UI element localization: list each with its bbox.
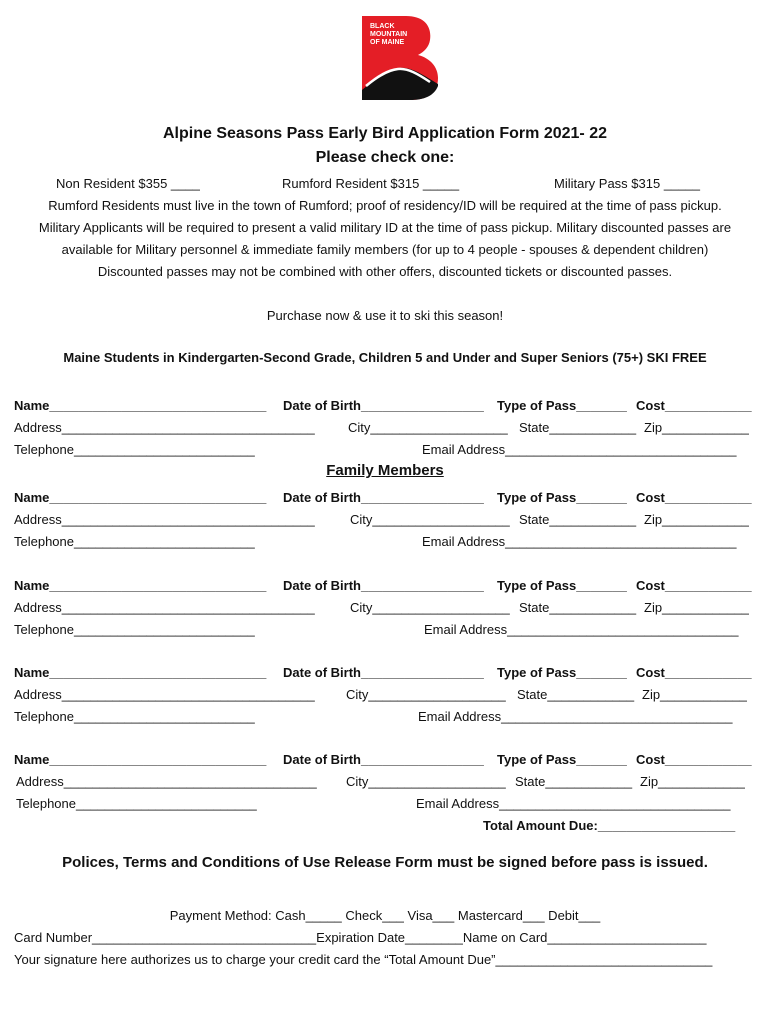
note-rumford: Rumford Residents must live in the town of Rumford; proof of residency/ID will be required at the time of pass pickup. <box>48 198 722 213</box>
cost-field[interactable]: Cost____________ <box>636 752 752 767</box>
type-field[interactable]: Type of Pass_______ <box>497 578 627 593</box>
zip-field[interactable]: Zip____________ <box>644 512 749 527</box>
telephone-field[interactable]: Telephone_________________________ <box>14 709 255 724</box>
type-field[interactable]: Type of Pass_______ <box>497 398 627 413</box>
check-one-instruction: Please check one: <box>315 149 455 166</box>
note-military-1: Military Applicants will be required to present a valid military ID at the time of pass pickup. Military discounted passes are <box>38 220 732 235</box>
dob-field[interactable]: Date of Birth_________________ <box>283 398 484 413</box>
dob-field[interactable]: Date of Birth_________________ <box>283 490 484 505</box>
card-details[interactable]: Card Number_______________________________Expiration Date________Name on Card______________________ <box>14 930 707 945</box>
name-field[interactable]: Name______________________________ <box>14 752 267 767</box>
telephone-field[interactable]: Telephone_________________________ <box>14 534 255 549</box>
email-field[interactable]: Email Address________________________________ <box>416 796 731 811</box>
cost-field[interactable]: Cost____________ <box>636 578 752 593</box>
zip-field[interactable]: Zip____________ <box>644 420 749 435</box>
address-field[interactable]: Address___________________________________ <box>16 774 317 789</box>
logo-mark <box>352 14 440 102</box>
logo-text-1: BLACK <box>370 23 395 30</box>
family-members-heading: Family Members <box>326 462 444 479</box>
zip-field[interactable]: Zip____________ <box>640 774 745 789</box>
address-field[interactable]: Address___________________________________ <box>14 512 315 527</box>
total-amount-due[interactable]: Total Amount Due:___________________ <box>483 818 736 833</box>
type-field[interactable]: Type of Pass_______ <box>497 752 627 767</box>
state-field[interactable]: State____________ <box>517 687 635 702</box>
terms-notice: Polices, Terms and Conditions of Use Release Form must be signed before pass is issued. <box>62 854 708 871</box>
payment-method[interactable]: Payment Method: Cash_____ Check___ Visa___ Mastercard___ Debit___ <box>169 908 601 923</box>
email-field[interactable]: Email Address________________________________ <box>424 622 739 637</box>
zip-field[interactable]: Zip____________ <box>644 600 749 615</box>
logo-text-3: OF MAINE <box>370 39 405 46</box>
option-rumford-resident[interactable]: Rumford Resident $315 _____ <box>282 176 460 191</box>
dob-field[interactable]: Date of Birth_________________ <box>283 578 484 593</box>
students-ski-free: Maine Students in Kindergarten-Second Grade, Children 5 and Under and Super Seniors (75+) SKI FREE <box>63 350 707 365</box>
purchase-note: Purchase now & use it to ski this season! <box>266 308 504 323</box>
telephone-field[interactable]: Telephone_________________________ <box>14 442 255 457</box>
address-field[interactable]: Address___________________________________ <box>14 687 315 702</box>
address-field[interactable]: Address___________________________________ <box>14 420 315 435</box>
note-military-2: available for Military personnel & immediate family members (for up to 4 people - spouses & dependent children) <box>61 242 709 257</box>
type-field[interactable]: Type of Pass_______ <box>497 665 627 680</box>
state-field[interactable]: State____________ <box>519 420 637 435</box>
type-field[interactable]: Type of Pass_______ <box>497 490 627 505</box>
dob-field[interactable]: Date of Birth_________________ <box>283 665 484 680</box>
option-military[interactable]: Military Pass $315 _____ <box>554 176 700 191</box>
email-field[interactable]: Email Address________________________________ <box>422 534 737 549</box>
black-mountain-logo <box>352 14 440 102</box>
zip-field[interactable]: Zip____________ <box>642 687 747 702</box>
name-field[interactable]: Name______________________________ <box>14 398 267 413</box>
telephone-field[interactable]: Telephone_________________________ <box>16 796 257 811</box>
cost-field[interactable]: Cost____________ <box>636 398 752 413</box>
cost-field[interactable]: Cost____________ <box>636 490 752 505</box>
dob-field[interactable]: Date of Birth_________________ <box>283 752 484 767</box>
name-field[interactable]: Name______________________________ <box>14 665 267 680</box>
city-field[interactable]: City___________________ <box>350 600 510 615</box>
telephone-field[interactable]: Telephone_________________________ <box>14 622 255 637</box>
state-field[interactable]: State____________ <box>515 774 633 789</box>
city-field[interactable]: City___________________ <box>350 512 510 527</box>
cost-field[interactable]: Cost____________ <box>636 665 752 680</box>
email-field[interactable]: Email Address________________________________ <box>418 709 733 724</box>
logo-text-2: MOUNTAIN <box>370 31 408 38</box>
name-field[interactable]: Name______________________________ <box>14 578 267 593</box>
name-field[interactable]: Name______________________________ <box>14 490 267 505</box>
note-discount: Discounted passes may not be combined with other offers, discounted tickets or discounted passes. <box>97 264 673 279</box>
state-field[interactable]: State____________ <box>519 512 637 527</box>
address-field[interactable]: Address___________________________________ <box>14 600 315 615</box>
email-field[interactable]: Email Address________________________________ <box>422 442 737 457</box>
state-field[interactable]: State____________ <box>519 600 637 615</box>
form-title: Alpine Seasons Pass Early Bird Application Form 2021- 22 <box>162 125 607 142</box>
option-non-resident[interactable]: Non Resident $355 ____ <box>56 176 200 191</box>
signature-line[interactable]: Your signature here authorizes us to charge your credit card the “Total Amount Due”______________________________ <box>14 952 713 967</box>
city-field[interactable]: City___________________ <box>346 774 506 789</box>
city-field[interactable]: City___________________ <box>346 687 506 702</box>
city-field[interactable]: City___________________ <box>348 420 508 435</box>
